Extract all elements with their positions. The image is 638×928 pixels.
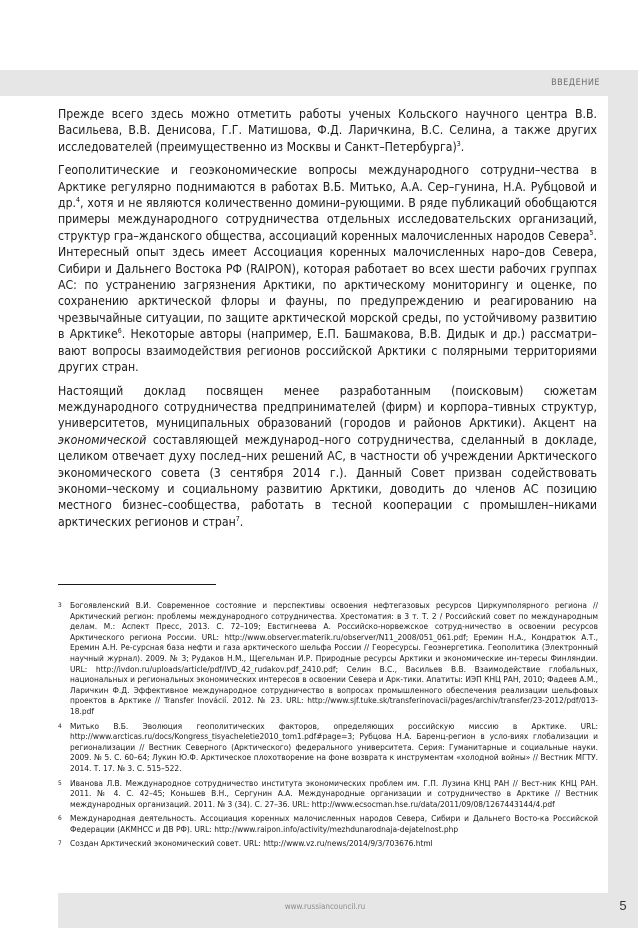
footnote-number: 6	[58, 814, 62, 823]
footnote-number: 7	[58, 839, 62, 848]
footnote-number: 5	[58, 778, 62, 787]
footnote-text: Митько В.Б. Эволюция геополитических факторов, определяющих российскую миссию в Арктике. URL: http://www.arcticas.ru/docs/Kongress_tisyacheletie2010_tom1.pdf#page=3; Рубцова Н.А. Баренц-регион в усло-виях глобализации и регионализации // Вестник Северного (Арктического) федерального университета. Серия: Гуманитарные и социальные науки. 2009. № 5. С. 60–64; Лукин Ю.Ф. Арктическое плохотворение на фоне возврата к инструментам «холодной войны» // Вестник МГТУ. 2014. Т. 17. № 3. С. 515–522.	[70, 720, 598, 773]
footnote-number: 3	[58, 601, 62, 609]
footnote-ref[interactable]: 5	[589, 228, 594, 237]
footnote-text: Иванова Л.В. Международное сотрудничество института экономических проблем им. Г.П. Лузина КНЦ РАН // Вест-ник КНЦ РАН. 2011. № 4. С. 42–45; Коньшев В.Н., Сергунин А.А. Международные организации и сотрудничество в Арктике // Вестник международных организаций. 2011. № 3 (34). С. 27–36. URL: http://www.ecsocman.hse.ru/data/2011/09/08/1267443144/4.pdf	[70, 777, 598, 809]
emphasis: экономической	[58, 432, 147, 447]
paragraph-text: составляющей международ–ного сотрудничества, сделанный в докладе, целиком отвечает духу послед–них решений АС, в частности об учреждении Арктического экономического совета (3 сентября 2014 г.). Данный Совет призван содействовать экономи–ческому и социальному развитию Арктики, доводить до членов АС позицию местного бизнес–сообщества, работать в тесной кооперации с промышлен–никами арктических регионов и стран	[58, 432, 597, 529]
footnote-ref[interactable]: 4	[76, 195, 81, 204]
footnote-text: Создан Арктический экономический совет. URL: http://www.vz.ru/news/2014/9/3/703676.html	[70, 838, 433, 849]
footnote-divider	[58, 584, 216, 585]
page-number: 5	[619, 898, 627, 913]
paragraph-text: Прежде всего здесь можно отметить работы ученых Кольского научного центра В.В. Васильева, В.В. Денисова, Г.Г. Матишова, Ф.Д. Ларичкина, В.С. Селина, а также других исследователей (преимущественно из Москвы и Санкт–Петербурга)	[58, 107, 597, 154]
footnote-text: Международная деятельность. Ассоциация коренных малочисленных народов Севера, Сибири и Дальнего Восто-ка Российской Федерации (АКМНСС и ДВ РФ). URL: http://www.raipon.info/activity/mezhdunarodnaja-dejatelnost.php	[70, 813, 598, 834]
paragraph-2	[58, 162, 597, 375]
footnote-text: Богоявленский В.И. Современное состояние и перспективы освоения нефтегазовых ресурсов Циркумполярного региона // Арктический регион: проблемы международного сотрудничества. Хрестоматия: в 3 т. Т. 2 / Российский совет по международным делам. М.: Аспект Пресс, 2013. С. 72–109; Евстигнеева А. Российско-норвежское сотруд-ничество в освоении ресурсов Арктического региона России. URL: http://www.observer.materik.ru/observer/N11_2008/051_061.pdf; Еремин Н.А., Кондратюк А.Т., Еремин А.Н. Ре-сурсная база нефти и газа арктического шельфа России // Георесурсы. Геоэнергетика. Геополитика (Электронный научный журнал). 2009. № 3; Рудаков Н.М., Щегельман И.Р. Природные ресурсы Арктики и экономические ин-тересы Финляндии. URL: http://ivdon.ru/uploads/article/pdf/IVD_42_rudakov.pdf_2410.pdf; Селин В.С., Васильев В.В. Взаимодействие глобальных, национальных и региональных экономических интересов в освоении Севера и Арк-тики. Апатиты: ИЭП КНЦ РАН, 2010; Фадеев А.М., Ларичкин Ф.Д. Эффективное международное сотрудничество в вопросах промышленного обеспечения реализации шельфовых проектов в Арктике // Transfer Inovácií. 2012. № 23. URL: http://www.sjf.tuke.sk/transferinovacii/pages/archiv/transfer/23-2012/pdf/013-18.pdf	[70, 600, 598, 716]
footnote-ref[interactable]: 6	[117, 327, 122, 336]
paragraph-text: . Интересный опыт здесь имеет Ассоциация коренных малочисленных наро–дов Севера, Сибири и Дальнего Востока РФ (RAIPON), которая работает во всех шести рабочих группах АС: по устранению загрязнения Арктики, по арктическому мониторингу и оценке, по сохранению арктической флоры и фауны, по предупреждению и реагированию на чрезвычайные ситуации, по защите арктической морской среды, по устойчивому развитию в Арктике	[58, 228, 597, 342]
footnote-3	[58, 600, 598, 717]
paragraph-1	[58, 106, 597, 155]
footnote-5	[58, 778, 598, 810]
paragraph-3	[58, 383, 597, 531]
paragraph-end: .	[239, 514, 244, 529]
footnotes	[58, 600, 598, 853]
side-strip	[608, 70, 638, 928]
footer-link[interactable]: www.russiancouncil.ru	[284, 902, 366, 911]
main-text	[58, 106, 597, 537]
footnote-7	[58, 838, 598, 849]
paragraph-text: , хотя и не являются количественно домини–рующими. В ряде публикаций обобщаются примеры международного сотрудничества отдельных исследовательских организаций, структур гра–жданского общества, ассоциаций коренных малочисленных народов Севера	[58, 196, 597, 243]
header-band	[0, 70, 608, 96]
footnote-4	[58, 721, 598, 774]
section-title: ВВЕДЕНИЕ	[551, 78, 600, 88]
paragraph-end: .	[460, 139, 465, 154]
paragraph-text: . Некоторые авторы (например, Е.П. Башмакова, В.В. Дидык и др.) рассматри–вают вопросы взаимодействия регионов российской Арктики с полярными территориями других стран.	[58, 327, 597, 375]
paragraph-text: Геополитические и геоэкономические вопросы международного сотрудни–чества в Арктике регулярно поднимаются в работах В.Б. Митько, А.А. Сер–гунина, Н.А. Рубцовой и др.	[58, 163, 597, 211]
footnote-6	[58, 813, 598, 834]
footnote-number: 4	[58, 721, 62, 730]
footnote-ref[interactable]: 3	[456, 139, 461, 148]
footnote-ref[interactable]: 7	[235, 514, 240, 523]
paragraph-text: Настоящий доклад посвящен менее разработанным (поисковым) сюжетам международного сотрудничества предпринимателей (фирм) и корпора–тивных структур, университетов, муниципальных образований (городов и районов Арктики). Акцент на	[58, 383, 597, 431]
